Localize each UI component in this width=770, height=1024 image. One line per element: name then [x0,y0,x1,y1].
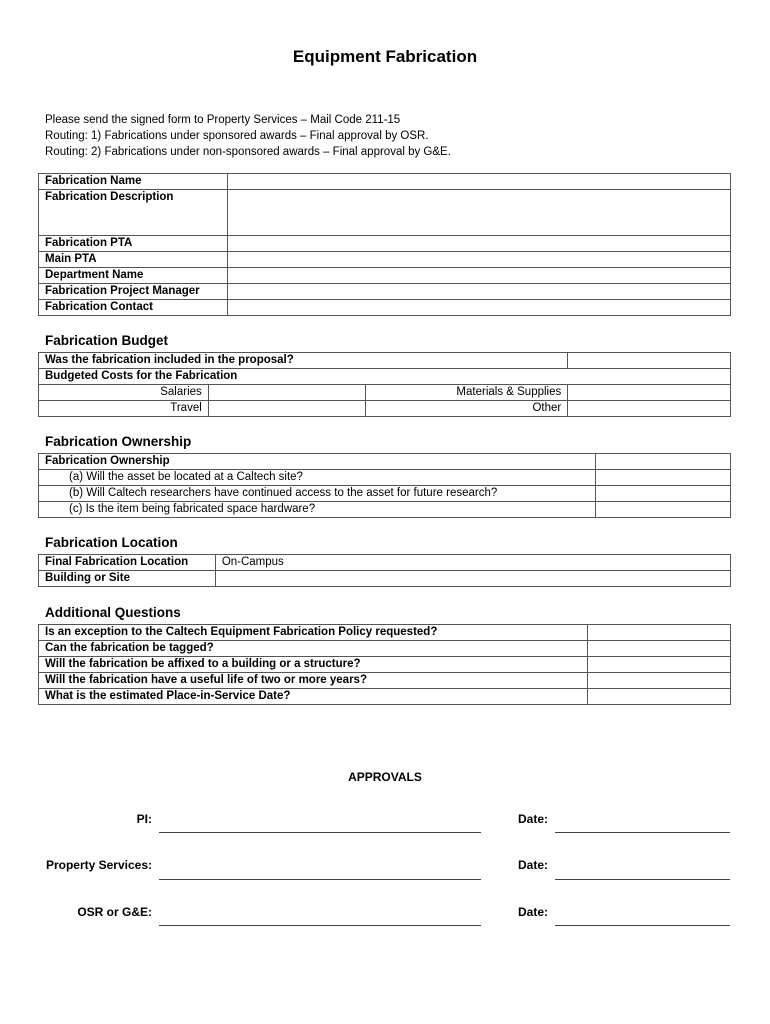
materials-field[interactable] [568,385,731,401]
fabrication-name-field[interactable] [227,174,730,190]
general-info-table [38,173,731,316]
main-pta-field[interactable] [227,252,730,268]
final-location-value[interactable]: On-Campus [215,555,730,571]
fabrication-contact-label: Fabrication Contact [39,300,228,316]
materials-label: Materials & Supplies [365,385,568,401]
intro-line: Please send the signed form to Property Services – Mail Code 211-15 [45,114,401,126]
project-manager-label: Fabrication Project Manager [39,284,228,300]
other-label: Other [365,401,568,417]
additional-answer[interactable] [588,673,731,689]
fabrication-description-label: Fabrication Description [39,190,228,236]
fabrication-pta-label: Fabrication PTA [39,236,228,252]
travel-label: Travel [39,401,209,417]
travel-field[interactable] [208,401,365,417]
intro-line: Routing: 2) Fabrications under non-sponsored awards – Final approval by G&E. [45,146,451,158]
pi-label: PI: [136,812,152,826]
project-manager-field[interactable] [227,284,730,300]
proposal-included-question: Was the fabrication included in the proposal? [39,353,568,369]
intro-text [45,112,451,160]
salaries-label: Salaries [39,385,209,401]
ownership-table [38,453,731,518]
salaries-field[interactable] [208,385,365,401]
osr-ge-label: OSR or G&E: [77,905,152,919]
property-services-signature-line[interactable] [159,879,481,880]
additional-answer[interactable] [588,689,731,705]
pi-signature-line[interactable] [159,832,481,833]
additional-question: Will the fabrication have a useful life of two or more years? [39,673,588,689]
final-location-label: Final Fabrication Location [39,555,216,571]
fabrication-pta-field[interactable] [227,236,730,252]
ownership-header-answer [596,454,731,470]
building-site-label: Building or Site [39,571,216,587]
additional-answer[interactable] [588,657,731,673]
ownership-question: (a) Will the asset be located at a Caltech site? [39,470,596,486]
pi-date-label: Date: [517,812,548,826]
property-services-date-label: Date: [517,858,548,872]
fabrication-contact-field[interactable] [227,300,730,316]
department-name-label: Department Name [39,268,228,284]
ownership-question: (b) Will Caltech researchers have continued access to the asset for future research? [39,486,596,502]
budget-heading: Fabrication Budget [45,333,169,348]
page-title: Equipment Fabrication [292,47,478,66]
other-field[interactable] [568,401,731,417]
additional-questions-table [38,624,731,705]
building-site-field[interactable] [215,571,730,587]
department-name-field[interactable] [227,268,730,284]
ownership-answer[interactable] [596,470,731,486]
location-table [38,554,731,587]
additional-question: Can the fabrication be tagged? [39,641,588,657]
pi-date-line[interactable] [555,832,730,833]
approvals-heading: APPROVALS [348,770,422,784]
additional-answer[interactable] [588,625,731,641]
ownership-answer[interactable] [596,486,731,502]
location-heading: Fabrication Location [45,535,178,550]
ownership-answer[interactable] [596,502,731,518]
additional-heading: Additional Questions [45,605,181,620]
intro-line: Routing: 1) Fabrications under sponsored awards – Final approval by OSR. [45,130,429,142]
proposal-included-answer[interactable] [568,353,731,369]
additional-question: Will the fabrication be affixed to a building or a structure? [39,657,588,673]
fabrication-name-label: Fabrication Name [39,174,228,190]
main-pta-label: Main PTA [39,252,228,268]
osr-ge-date-label: Date: [517,905,548,919]
osr-ge-signature-line[interactable] [159,925,481,926]
property-services-label: Property Services: [45,858,152,872]
ownership-heading: Fabrication Ownership [45,434,192,449]
osr-ge-date-line[interactable] [555,925,730,926]
additional-answer[interactable] [588,641,731,657]
fabrication-description-field[interactable] [227,190,730,236]
additional-question: Is an exception to the Caltech Equipment Fabrication Policy requested? [39,625,588,641]
budget-table [38,352,731,417]
additional-question: What is the estimated Place-in-Service Date? [39,689,588,705]
ownership-table-header: Fabrication Ownership [39,454,596,470]
property-services-date-line[interactable] [555,879,730,880]
ownership-question: (c) Is the item being fabricated space hardware? [39,502,596,518]
budgeted-costs-label: Budgeted Costs for the Fabrication [39,369,731,385]
